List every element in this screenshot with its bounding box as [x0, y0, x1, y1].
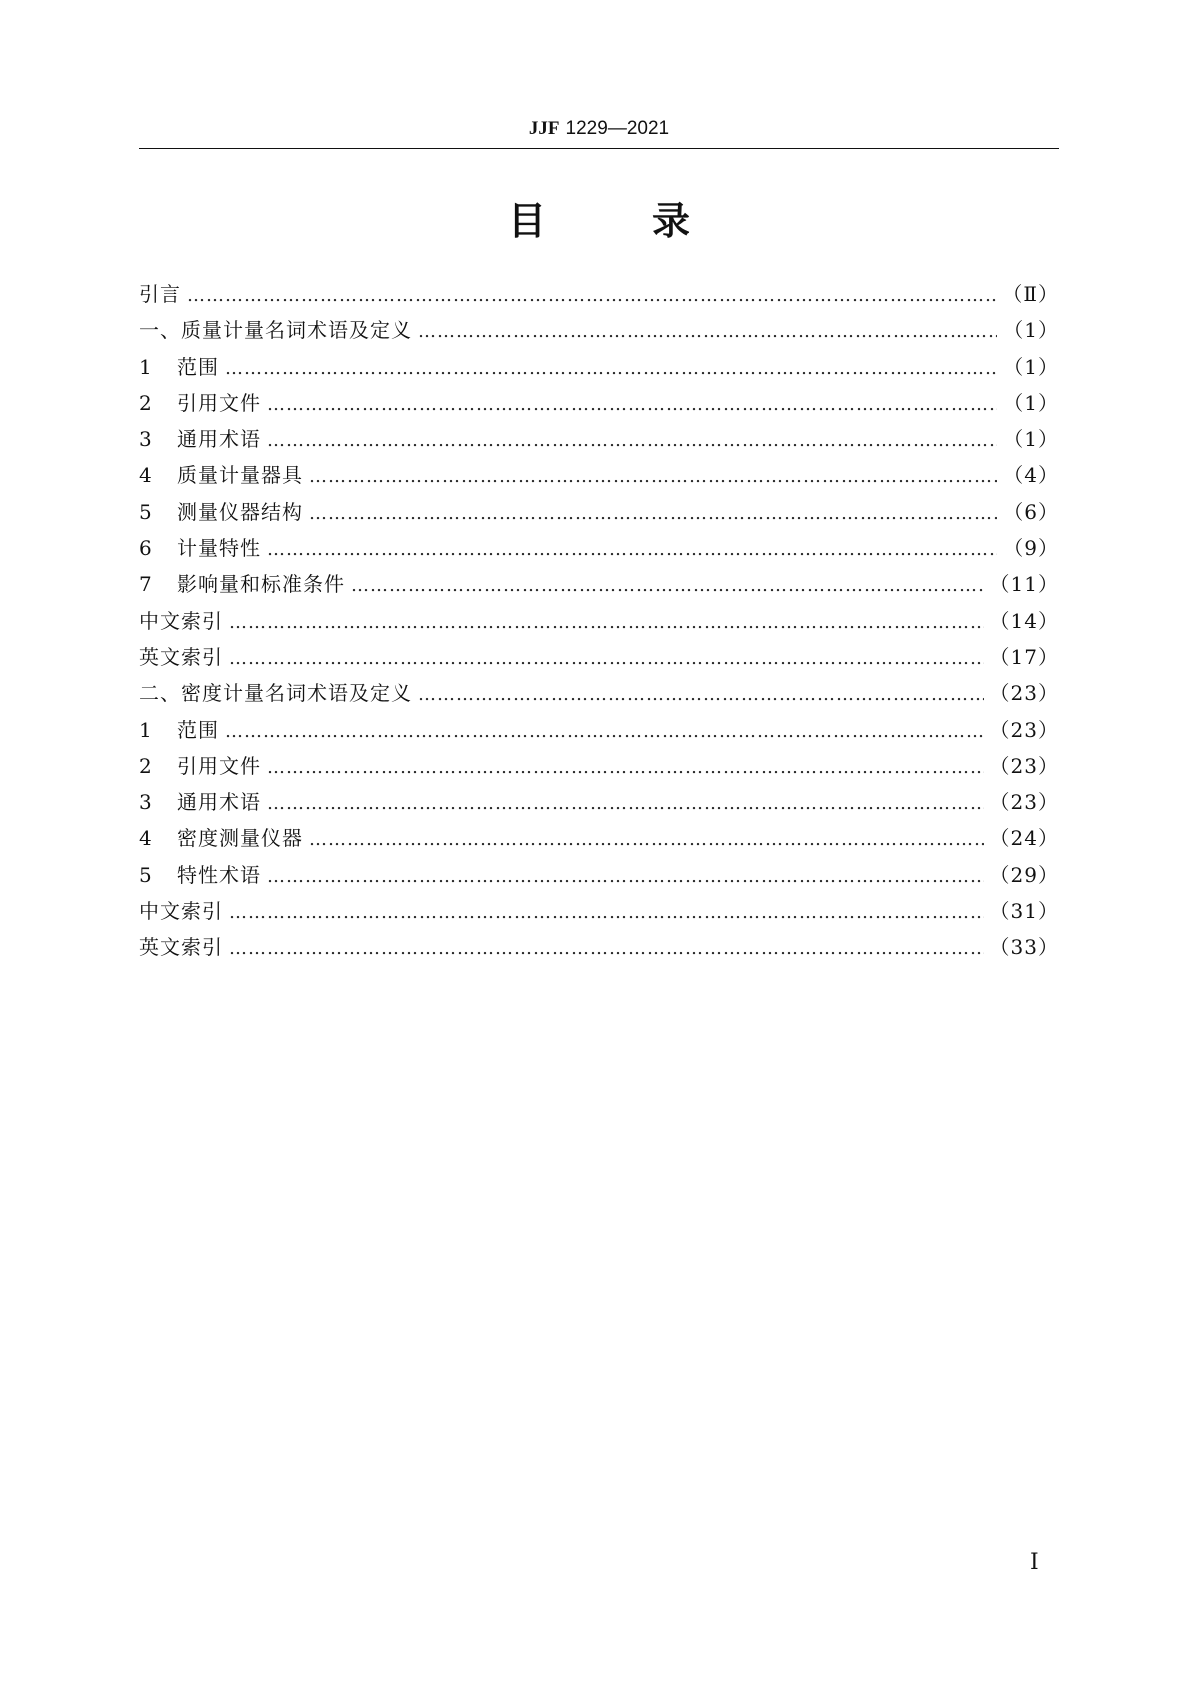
toc-entry-label: 测量仪器结构: [177, 499, 303, 524]
toc-entry-label: 中文索引: [139, 608, 223, 633]
toc-entry-page: （1）: [1003, 354, 1059, 379]
toc-entry[interactable]: [139, 312, 1059, 348]
toc-entry[interactable]: [139, 820, 1059, 856]
toc-entry-label: 特性术语: [177, 862, 261, 887]
toc-entry-page: （23）: [989, 790, 1059, 815]
toc-entry[interactable]: [139, 857, 1059, 893]
standard-code: JJF: [528, 118, 560, 139]
toc-entry[interactable]: [139, 639, 1059, 675]
toc-entry-page: （1）: [1003, 427, 1059, 452]
toc-entry-label: 引用文件: [177, 390, 261, 415]
toc-entry-page: （4）: [1003, 463, 1059, 488]
toc-leader: [267, 750, 984, 786]
toc-entry[interactable]: [139, 349, 1059, 385]
toc-entry-label: 计量特性: [177, 536, 261, 561]
title-char-1: 目: [507, 199, 546, 243]
toc-leader: [267, 859, 984, 895]
toc-entry-page: （1）: [1003, 318, 1059, 343]
toc-leader: [309, 822, 984, 858]
toc-leader: [267, 786, 984, 822]
toc-leader: [351, 568, 984, 604]
toc-entry[interactable]: [139, 385, 1059, 421]
standard-number: 1229—2021: [565, 118, 670, 139]
toc-entry[interactable]: [139, 566, 1059, 602]
toc-entry[interactable]: [139, 276, 1059, 312]
toc-entry-page: （23）: [989, 717, 1059, 742]
toc-entry-number: 6: [139, 536, 152, 561]
toc-entry-number: 2: [139, 753, 152, 778]
toc-entry[interactable]: [139, 712, 1059, 748]
toc-entry-label: 范围: [177, 354, 219, 379]
page-number: Ⅰ: [1030, 1550, 1039, 1575]
toc-entry-label: 引言: [139, 282, 181, 306]
toc-entry[interactable]: [139, 530, 1059, 566]
toc-entry-label: 英文索引: [139, 644, 223, 669]
toc-entry-page: （14）: [989, 608, 1059, 633]
toc-entry-page: （29）: [989, 862, 1059, 887]
toc-leader: [187, 278, 996, 314]
toc-leader: [267, 423, 997, 459]
toc-entry-label: 质量计量器具: [177, 463, 303, 488]
toc-entry[interactable]: [139, 421, 1059, 457]
toc-entry-page: （Ⅱ）: [1002, 282, 1059, 306]
toc-entry-number: 1: [139, 717, 152, 742]
toc-entry-page: （24）: [989, 826, 1059, 851]
toc-entry-number: 3: [139, 790, 152, 815]
toc-leader: [418, 677, 984, 713]
toc-entry-label: 引用文件: [177, 753, 261, 778]
toc-entry[interactable]: [139, 603, 1059, 639]
toc-entry-number: 2: [139, 390, 152, 415]
toc-entry-label: 范围: [177, 717, 219, 742]
toc-entry[interactable]: [139, 675, 1059, 711]
toc-entry-page: （33）: [989, 935, 1059, 960]
toc-entry-label: 通用术语: [177, 427, 261, 452]
toc-leader: [229, 895, 984, 931]
title-char-2: 录: [652, 199, 691, 243]
toc-entry[interactable]: [139, 494, 1059, 530]
toc-entry-page: （23）: [989, 681, 1059, 706]
toc-leader: [229, 931, 984, 967]
toc-entry-page: （23）: [989, 753, 1059, 778]
toc-entry-label: 影响量和标准条件: [177, 572, 345, 597]
toc-entry-label: 中文索引: [139, 899, 223, 924]
toc-entry[interactable]: [139, 893, 1059, 929]
toc-entry-label: 通用术语: [177, 790, 261, 815]
toc-entry[interactable]: [139, 929, 1059, 965]
toc-entry[interactable]: [139, 748, 1059, 784]
toc-entry-page: （9）: [1003, 536, 1059, 561]
toc-leader: [225, 351, 997, 387]
toc-entry-label: 密度测量仪器: [177, 826, 303, 851]
toc-entry-number: 5: [139, 862, 152, 887]
toc-leader: [225, 714, 984, 750]
toc-entry-page: （17）: [989, 644, 1059, 669]
toc-entry[interactable]: [139, 457, 1059, 493]
toc-leader: [309, 459, 997, 495]
toc-entry-number: 4: [139, 826, 152, 851]
toc-entry-page: （6）: [1003, 499, 1059, 524]
page-title: [139, 196, 1059, 246]
header-rule: [139, 148, 1059, 149]
toc-leader: [229, 641, 984, 677]
toc-entry-number: 3: [139, 427, 152, 452]
toc-leader: [267, 387, 997, 423]
toc-entry-number: 5: [139, 499, 152, 524]
toc-entry-label: 二、密度计量名词术语及定义: [139, 681, 412, 706]
table-of-contents: [139, 276, 1059, 966]
toc-leader: [267, 532, 997, 568]
toc-entry-label: 英文索引: [139, 935, 223, 960]
toc-leader: [418, 314, 997, 350]
page-header: [139, 116, 1059, 141]
toc-entry-page: （31）: [989, 899, 1059, 924]
toc-entry-page: （1）: [1003, 390, 1059, 415]
toc-leader: [309, 496, 997, 532]
toc-entry-number: 7: [139, 572, 152, 597]
toc-entry-label: 一、质量计量名词术语及定义: [139, 318, 412, 343]
toc-entry[interactable]: [139, 784, 1059, 820]
toc-entry-number: 4: [139, 463, 152, 488]
toc-entry-page: （11）: [989, 572, 1059, 597]
toc-entry-number: 1: [139, 354, 152, 379]
toc-leader: [229, 605, 984, 641]
